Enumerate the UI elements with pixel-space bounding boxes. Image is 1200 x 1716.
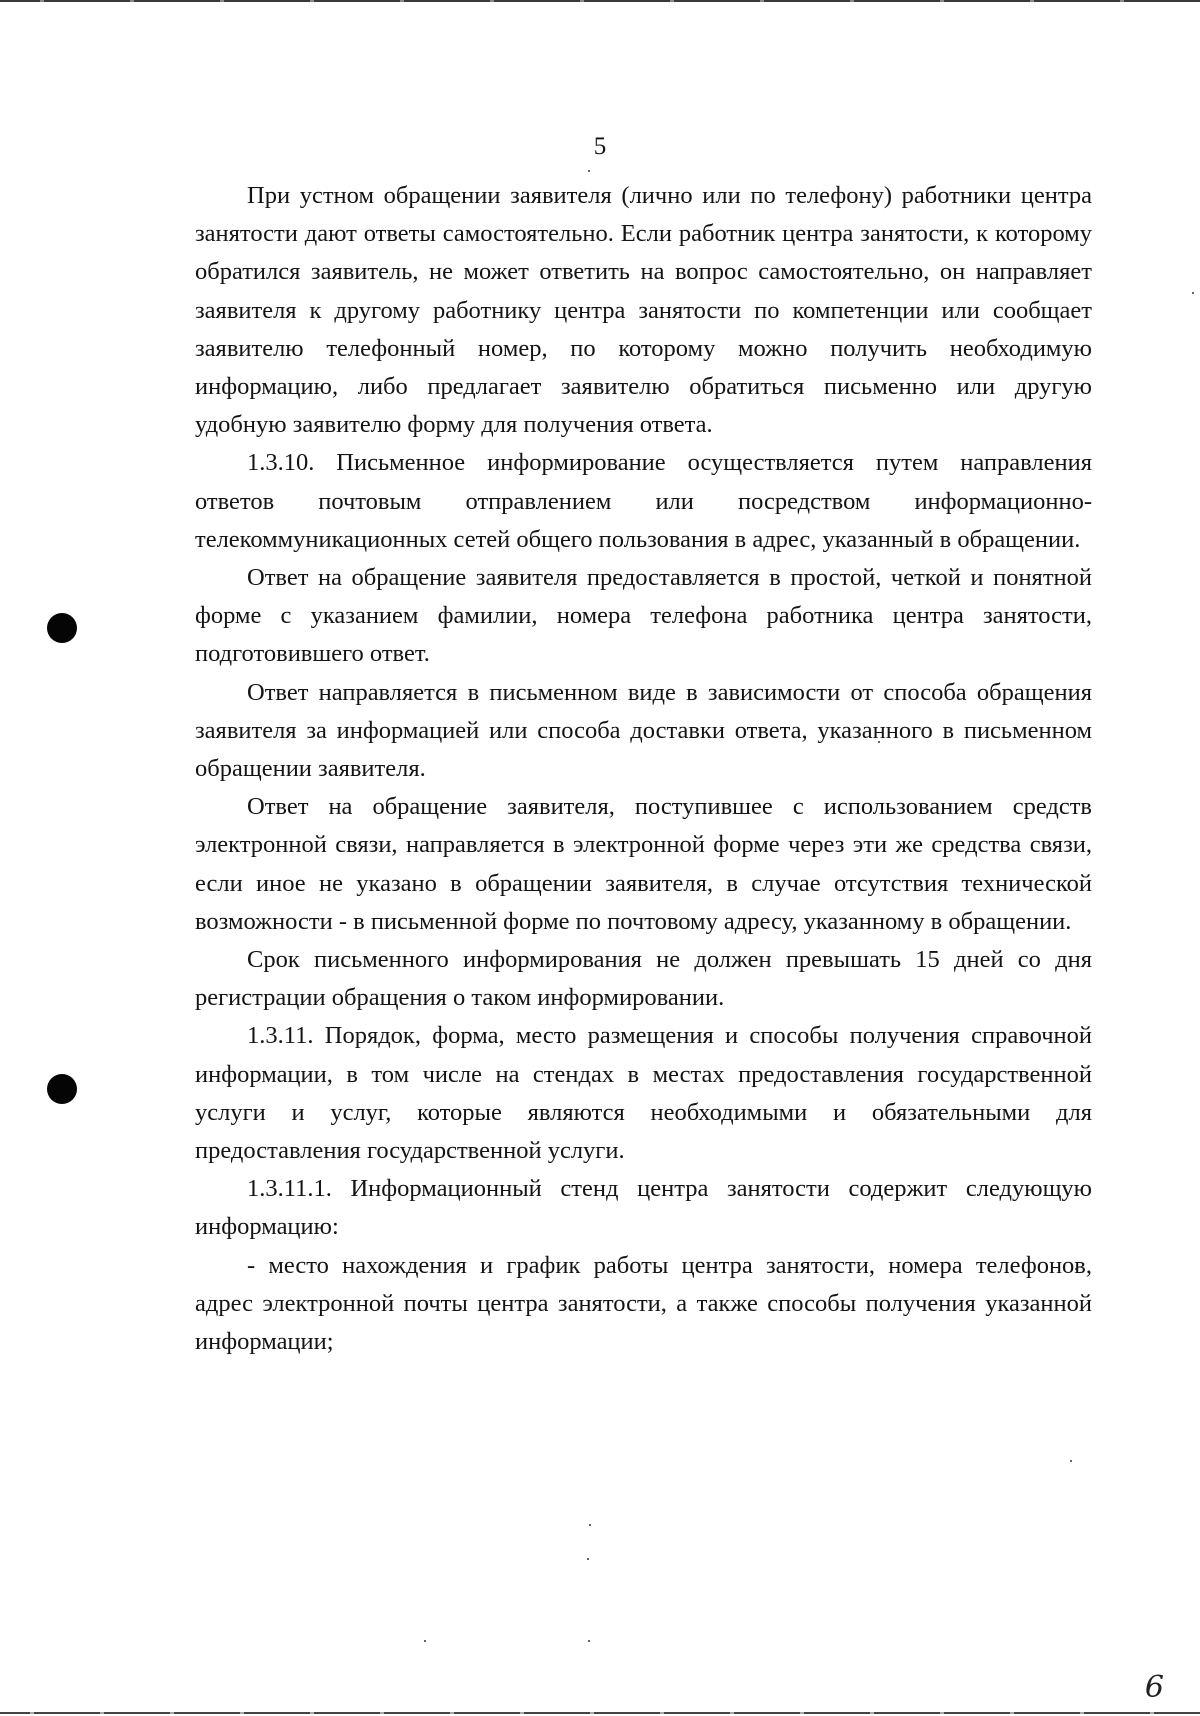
- handwritten-page-mark: 6: [1144, 1670, 1164, 1705]
- scan-speck: [424, 1640, 426, 1642]
- paragraph-answer-electronic: Ответ на обращение заявителя, поступившее с использованием средств электронной связи, направляется в электронной форме через эти же средства связи, если иное не указано в обращении заявителя, в случае отсутствия технической возможности - в письменной форме по почтовому адресу, указанному в обращении.: [195, 793, 1092, 935]
- paragraph-list-item-location: - место нахождения и график работы центра занятости, номера телефонов, адрес электронной почты центра занятости, а также способы получения указанной информации;: [195, 1251, 1092, 1356]
- scan-speck: [587, 1558, 589, 1560]
- scan-speck: [588, 170, 590, 172]
- paragraph-oral-inquiry: При устном обращении заявителя (лично или по телефону) работники центра занятости дают ответы самостоятельно. Если работник центра занятости, к которому обратился заявитель, не может ответить на вопрос самостоятельно, он направляет заявителя к другому работнику центра занятости по компетенции или сообщает заявителю телефонный номер, по которому можно получить необходимую информацию, либо предлагает заявителю обратиться письменно или другую удобную заявителю форму для получения ответа.: [195, 182, 1092, 439]
- paragraph-1-3-10: 1.3.10. Письменное информирование осуществляется путем направления ответов почтовым отправлением или посредством информационно-телекоммуникационных сетей общего пользования в адрес, указанный в обращении.: [195, 449, 1092, 553]
- paragraph-answer-form: Ответ на обращение заявителя предоставляется в простой, четкой и понятной форме с указанием фамилии, номера телефона работника центра занятости, подготовившего ответ.: [195, 564, 1092, 668]
- paragraph-answer-written: Ответ направляется в письменном виде в зависимости от способа обращения заявителя за информацией или способа доставки ответа, указанного в письменном обращении заявителя.: [195, 678, 1092, 783]
- scan-speck: [1070, 1460, 1072, 1462]
- scan-edge-top: [0, 0, 1200, 2]
- scan-speck: [588, 1640, 590, 1642]
- paragraph-1-3-11-1: 1.3.11.1. Информационный стенд центра занятости содержит следующую информацию:: [195, 1175, 1092, 1241]
- paragraph-1-3-11: 1.3.11. Порядок, форма, место размещения и способы получения справочной информации, в том числе на стендах в местах предоставления государственной услуги и услуг, которые являются необходимыми и обязательными для предоставления государственной услуги.: [195, 1022, 1092, 1165]
- scan-speck: [589, 1524, 591, 1526]
- punch-hole-mark: [47, 1074, 77, 1104]
- page-number: 5: [593, 133, 607, 160]
- scan-speck: [1192, 292, 1194, 294]
- paragraph-response-deadline: Срок письменного информирования не должен превышать 15 дней со дня регистрации обращения о таком информировании.: [195, 946, 1092, 1012]
- punch-hole-mark: [47, 613, 77, 643]
- scan-edge-bottom: [0, 1712, 1200, 1714]
- document-body: [195, 177, 1092, 1361]
